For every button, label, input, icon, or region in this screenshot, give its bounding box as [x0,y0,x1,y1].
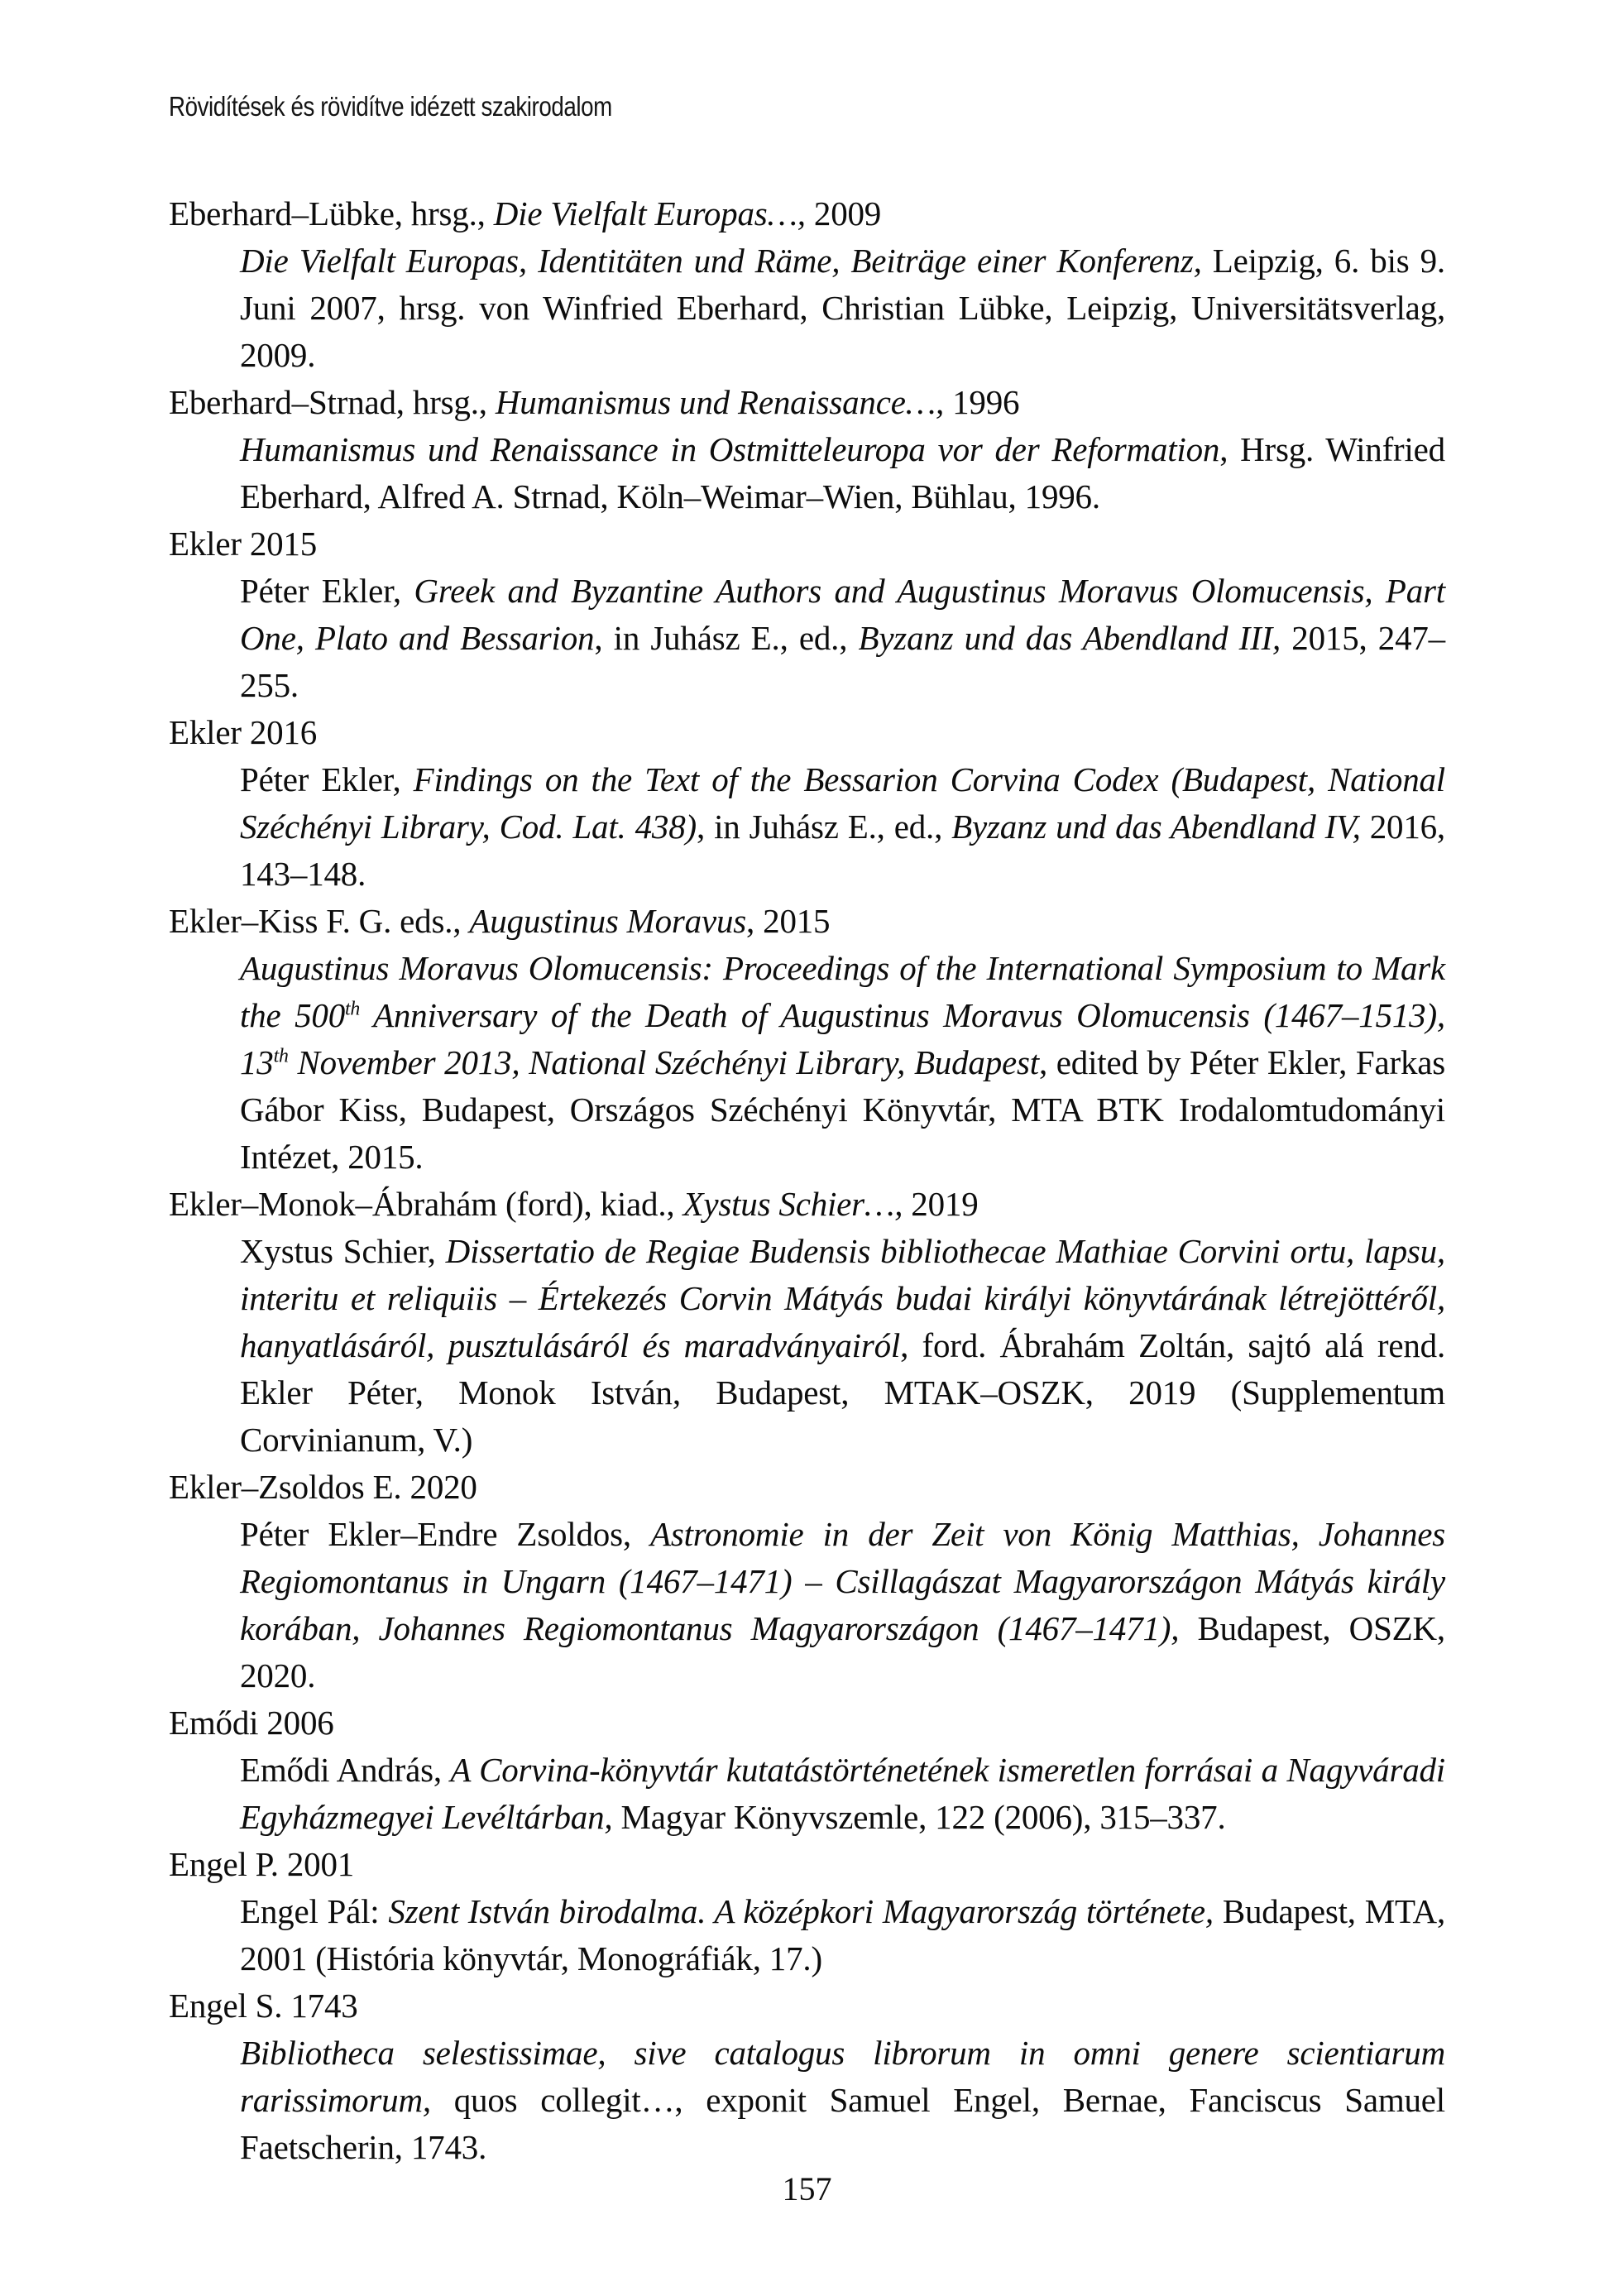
bibliography-entry [169,379,1445,520]
bibliography-entry [169,1699,1445,1841]
page-number: 157 [782,2170,832,2207]
bibliography-entry [169,1181,1445,1464]
entry-label: Emődi 2006 [169,1704,334,1742]
entry-label: Ekler 2016 [169,713,318,751]
bibliography-entry [169,709,1445,898]
entry-body: Péter Ekler, Greek and Byzantine Authors and Augustinus Moravus Olomucensis, Part One, Plato and Bessarion, in Juhász E., ed., Byzanz und das Abendland III, 2015, 247–255. [240,572,1445,704]
bibliography-entry [169,898,1445,1181]
entry-label: Ekler–Kiss F. G. eds., Augustinus Moravus, 2015 [169,902,831,940]
entry-body: Péter Ekler, Findings on the Text of the Bessarion Corvina Codex (Budapest, National Széchényi Library, Cod. Lat. 438), in Juhász E., ed., Byzanz und das Abendland IV, 2016, 143–148. [240,760,1445,893]
entry-label: Eberhard–Lübke, hrsg., Die Vielfalt Europas…, 2009 [169,194,882,232]
running-header: Rövidítések és rövidítve idézett szakirodalom [169,91,612,122]
entry-body: Die Vielfalt Europas, Identitäten und Räme, Beiträge einer Konferenz, Leipzig, 6. bis 9. Juni 2007, hrsg. von Winfried Eberhard, Christian Lübke, Leipzig, Universitätsverlag, 2009. [240,242,1445,374]
entry-label: Engel P. 2001 [169,1845,355,1883]
entry-label: Ekler 2015 [169,525,318,563]
bibliography-list [169,190,1445,2171]
bibliography-entry [169,1841,1445,1982]
entry-body: Xystus Schier, Dissertatio de Regiae Budensis bibliothecae Mathiae Corvini ortu, lapsu, interitu et reliquiis – Értekezés Corvin Mátyás budai királyi könyvtárának létrejöttéről, hanyatlásáról, pusztulásáról és maradványairól, ford. Ábrahám Zoltán, sajtó alá rend. Ekler Péter, Monok István, Budapest, MTAK–OSZK, 2019 (Supplementum Corvinianum, V.) [240,1232,1446,1459]
entry-body: Engel Pál: Szent István birodalma. A középkori Magyarország története, Budapest, MTA, 2001 (História könyvtár, Monográfiák, 17.) [240,1892,1446,1977]
bibliography-entry [169,520,1445,709]
entry-body: Emődi András, A Corvina-könyvtár kutatástörténetének ismeretlen forrásai a Nagyváradi Egyházmegyei Levéltárban, Magyar Könyvszemle, 122 (2006), 315–337. [240,1751,1445,1836]
entry-label: Eberhard–Strnad, hrsg., Humanismus und Renaissance…, 1996 [169,383,1020,421]
bibliography-entry [169,1982,1445,2171]
entry-body: Augustinus Moravus Olomucensis: Proceedings of the International Symposium to Mark the 500th Anniversary of the Death of Augustinus Moravus Olomucensis (1467–1513), 13th November 2013, National Széchényi Library, Budapest, edited by Péter Ekler, Farkas Gábor Kiss, Budapest, Országos Széchényi Könyvtár, MTA BTK Irodalomtudományi Intézet, 2015. [240,949,1445,1176]
entry-label: Ekler–Zsoldos E. 2020 [169,1468,477,1506]
entry-body: Bibliotheca selestissimae, sive catalogus librorum in omni genere scientiarum rarissimorum, quos collegit…, exponit Samuel Engel, Bernae, Fanciscus Samuel Faetscherin, 1743. [240,2034,1445,2166]
bibliography-entry [169,1464,1445,1699]
bibliography-entry [169,190,1445,379]
entry-label: Ekler–Monok–Ábrahám (ford), kiad., Xystus Schier…, 2019 [169,1185,979,1223]
entry-body: Péter Ekler–Endre Zsoldos, Astronomie in der Zeit von König Matthias, Johannes Regiomontanus in Ungarn (1467–1471) – Csillagászat Magyarországon Mátyás király korában, Johannes Regiomontanus Magyarországon (1467–1471), Budapest, OSZK, 2020. [240,1515,1446,1694]
entry-body: Humanismus und Renaissance in Ostmitteleuropa vor der Reformation, Hrsg. Winfried Eberhard, Alfred A. Strnad, Köln–Weimar–Wien, Bühlau, 1996. [240,430,1445,515]
entry-label: Engel S. 1743 [169,1987,358,2025]
